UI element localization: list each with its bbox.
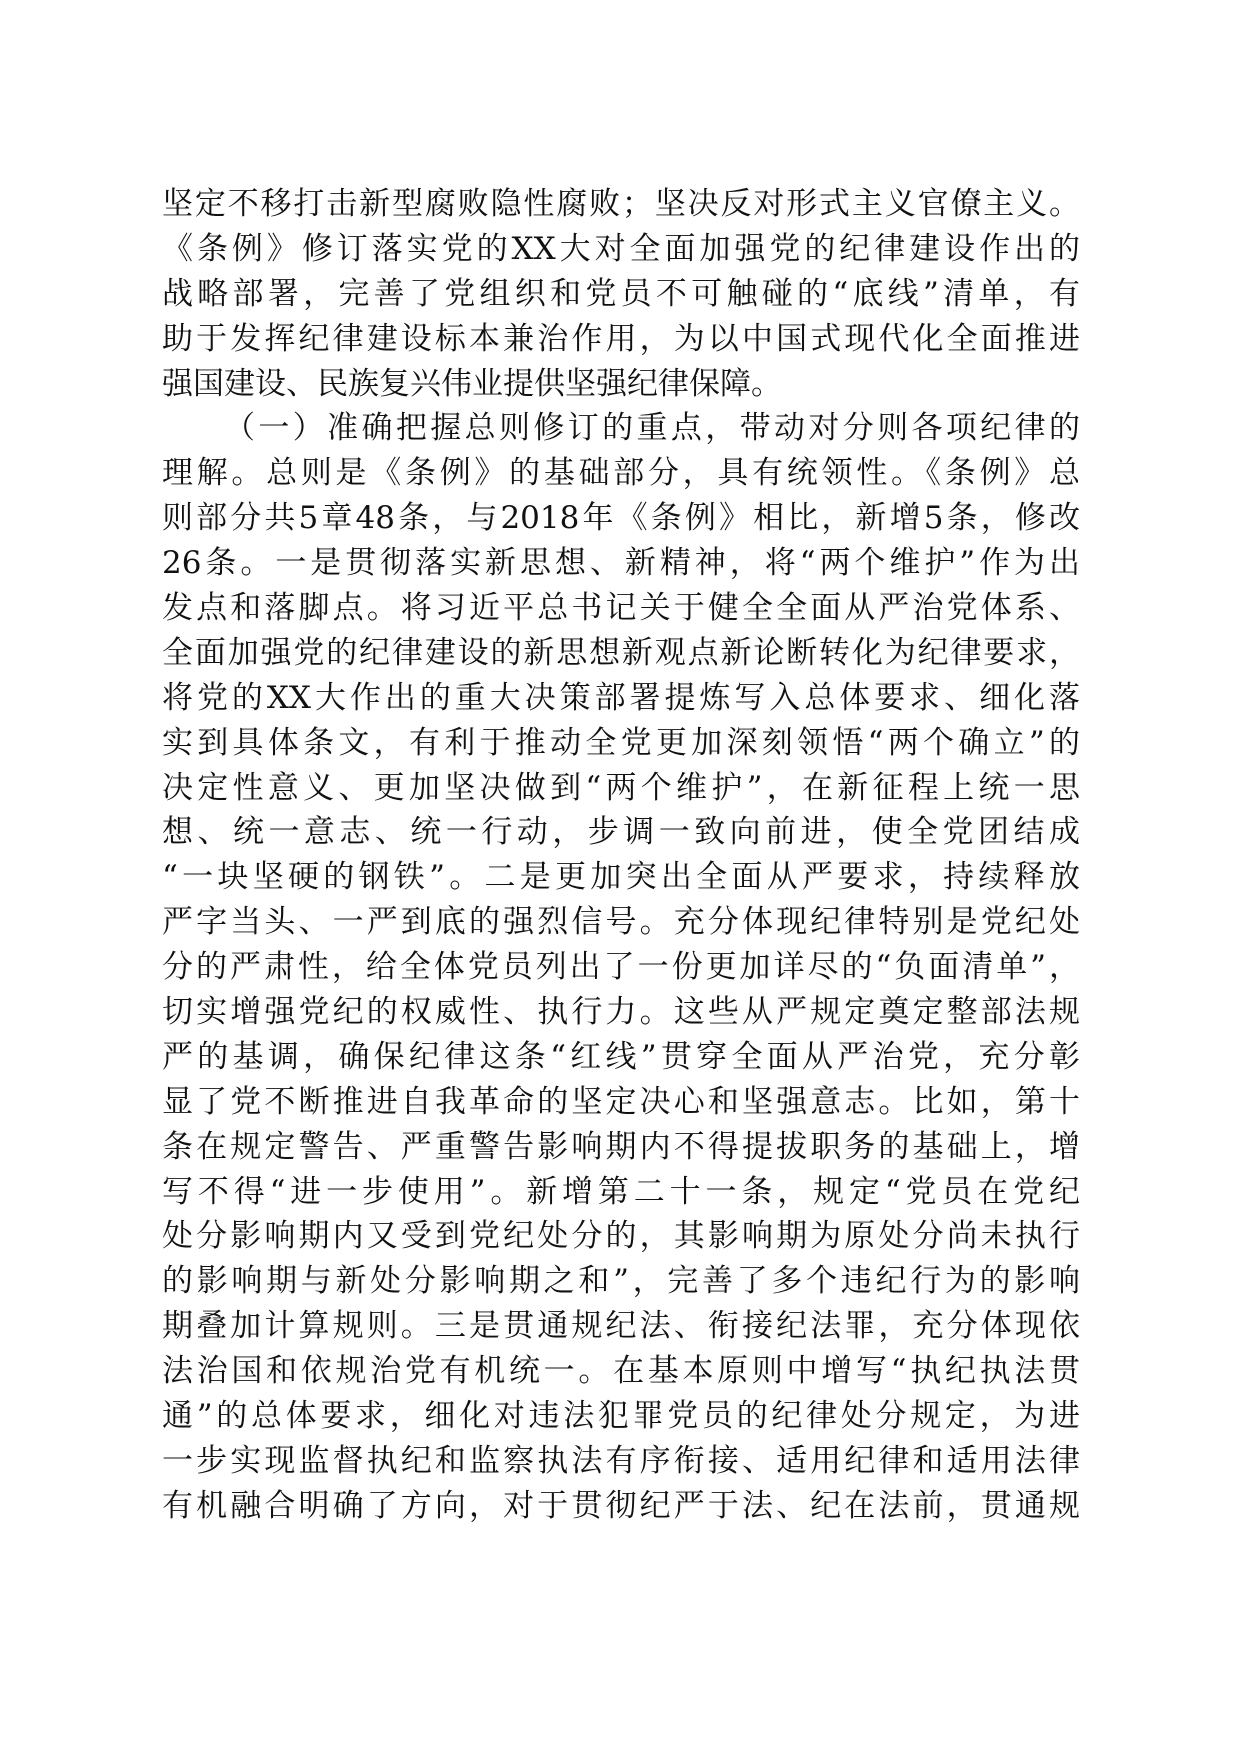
text-line: 显了党不断推进自我革命的坚定决心和坚强意志。比如，第十 xyxy=(162,1083,1080,1120)
paragraph-heading-line: （一）准确把握总则修订的重点，带动对分则各项纪律的 xyxy=(224,410,1080,447)
text-line: 助于发挥纪律建设标本兼治作用，为以中国式现代化全面推进 xyxy=(162,320,1080,357)
text-line: 将党的XX大作出的重大决策部署提炼写入总体要求、细化落 xyxy=(162,679,1080,716)
text-line: 写不得“进一步使用”。新增第二十一条，规定“党员在党纪 xyxy=(162,1173,1080,1210)
text-line: 则部分共5章48条，与2018年《条例》相比，新增5条，修改 xyxy=(162,500,1080,537)
text-line: 想、统一意志、统一行动，步调一致向前进，使全党团结成 xyxy=(162,814,1080,851)
text-line: 理解。总则是《条例》的基础部分，具有统领性。《条例》总 xyxy=(162,455,1080,492)
text-line: 切实增强党纪的权威性、执行力。这些从严规定奠定整部法规 xyxy=(162,994,1080,1031)
text-line: 26条。一是贯彻落实新思想、新精神，将“两个维护”作为出 xyxy=(162,545,1080,582)
text-line: 有机融合明确了方向，对于贯彻纪严于法、纪在法前，贯通规 xyxy=(162,1487,1080,1524)
text-line: 一步实现监督执纪和监察执法有序衔接、适用纪律和适用法律 xyxy=(162,1442,1080,1479)
text-line: “一块坚硬的钢铁”。二是更加突出全面从严要求，持续释放 xyxy=(162,859,1080,896)
text-line: 发点和落脚点。将习近平总书记关于健全全面从严治党体系、 xyxy=(162,590,1080,627)
text-line: 坚定不移打击新型腐败隐性腐败；坚决反对形式主义官僚主义。 xyxy=(162,186,1080,222)
text-line: 实到具体条文，有利于推动全党更加深刻领悟“两个确立”的 xyxy=(162,724,1080,761)
text-line: 严的基调，确保纪律这条“红线”贯穿全面从严治党，充分彰 xyxy=(162,1038,1080,1075)
text-line: 分的严肃性，给全体党员列出了一份更加详尽的“负面清单”， xyxy=(162,949,1080,986)
text-line: 战略部署，完善了党组织和党员不可触碰的“底线”清单，有 xyxy=(162,275,1080,312)
text-line: 期叠加计算规则。三是贯通规纪法、衔接纪法罪，充分体现依 xyxy=(162,1308,1080,1345)
text-line: 法治国和依规治党有机统一。在基本原则中增写“执纪执法贯 xyxy=(162,1353,1080,1390)
text-line: 强国建设、民族复兴伟业提供坚强纪律保障。 xyxy=(162,365,782,402)
text-line: 条在规定警告、严重警告影响期内不得提拔职务的基础上，增 xyxy=(162,1128,1080,1165)
text-line: 决定性意义、更加坚决做到“两个维护”，在新征程上统一思 xyxy=(162,769,1080,806)
text-line: 的影响期与新处分影响期之和”，完善了多个违纪行为的影响 xyxy=(162,1263,1080,1300)
text-line: 《条例》修订落实党的XX大对全面加强党的纪律建设作出的 xyxy=(162,230,1080,267)
text-line: 严字当头、一严到底的强烈信号。充分体现纪律特别是党纪处 xyxy=(162,904,1080,941)
text-line: 处分影响期内又受到党纪处分的，其影响期为原处分尚未执行 xyxy=(162,1218,1080,1255)
text-line: 通”的总体要求，细化对违法犯罪党员的纪律处分规定，为进 xyxy=(162,1398,1080,1435)
text-line: 全面加强党的纪律建设的新思想新观点新论断转化为纪律要求， xyxy=(162,634,1080,671)
body-text xyxy=(162,182,1080,1529)
